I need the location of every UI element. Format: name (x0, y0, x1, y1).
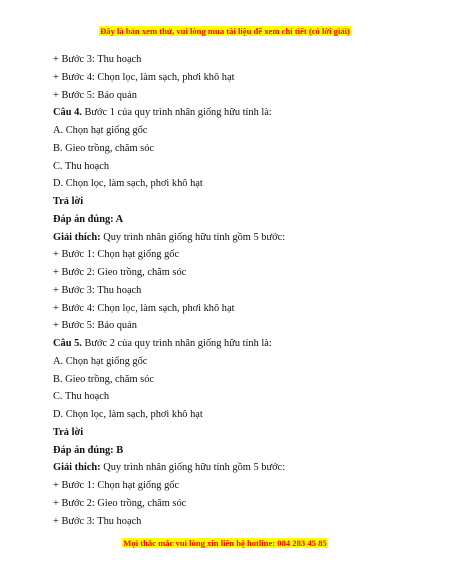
document-line (53, 229, 423, 247)
bold-label: Câu 4. (53, 107, 82, 119)
document-line (53, 193, 423, 211)
line-text: D. Chọn lọc, làm sạch, phơi khô hạt (53, 409, 203, 420)
line-text: Bước 1 của quy trình nhân giống hữu tính là: (81, 107, 272, 119)
line-text: C. Thu hoạch (53, 160, 110, 172)
line-text: + Bước 4: Chọn lọc, làm sạch, phơi khô hạt (53, 71, 235, 83)
document-line (53, 104, 423, 122)
bold-label: Trả lời (53, 196, 84, 207)
line-text: + Bước 3: Thu hoạch (53, 515, 142, 527)
hotline-notice-text: Mọi thắc mắc vui lòng xin liên hệ hotline: 084 283 45 85 (123, 538, 327, 548)
line-text: + Bước 2: Gieo trồng, chăm sóc (53, 267, 187, 278)
document-line (53, 69, 423, 87)
document-line (53, 51, 423, 69)
document-line (53, 388, 423, 406)
bold-label: Trả lời (53, 426, 84, 438)
document-line (53, 406, 423, 424)
preview-notice-banner (0, 26, 450, 37)
line-text: A. Chọn hạt giống gốc (53, 125, 148, 136)
document-line (53, 122, 423, 140)
line-text: Quy trình nhân giống hữu tính gồm 5 bước: (100, 231, 286, 243)
document-line (53, 246, 423, 264)
line-text: B. Gieo trồng, chăm sóc (53, 373, 154, 385)
document-line (53, 264, 423, 282)
document-line (53, 87, 423, 105)
document-line (53, 513, 423, 531)
line-text: + Bước 5: Bảo quản (53, 320, 137, 332)
document-line (53, 335, 423, 353)
line-text: + Bước 4: Chọn lọc, làm sạch, phơi khô hạt (53, 302, 235, 314)
document-line (53, 282, 423, 300)
document-line (53, 495, 423, 513)
document-line (53, 158, 423, 176)
document-body (53, 51, 423, 530)
document-line (53, 211, 423, 229)
line-text: + Bước 2: Gieo trồng, chăm sóc (53, 497, 187, 509)
document-line (53, 140, 423, 158)
document-line (53, 300, 423, 318)
line-text: + Bước 1: Chọn hạt giống gốc (53, 480, 180, 491)
line-text: Bước 2 của quy trình nhân giống hữu tính là: (81, 338, 272, 349)
document-line (53, 459, 423, 477)
document-line (53, 424, 423, 442)
preview-notice-text: Đây là bản xem thử, vui lòng mua tài liệu để xem chi tiết (có lời giải) (100, 26, 350, 36)
bold-label: Câu 5. (53, 338, 82, 349)
document-line (53, 175, 423, 193)
bold-label: Giải thích: (53, 231, 101, 243)
hotline-notice-banner (0, 538, 450, 549)
document-line (53, 442, 423, 460)
line-text: + Bước 3: Thu hoạch (53, 54, 142, 65)
line-text: + Bước 1: Chọn hạt giống gốc (53, 249, 180, 261)
line-text: B. Gieo trồng, chăm sóc (53, 142, 154, 154)
line-text: D. Chọn lọc, làm sạch, phơi khô hạt (53, 178, 203, 190)
bold-label: Đáp án đúng: A (53, 213, 124, 225)
document-line (53, 353, 423, 371)
line-text: Quy trình nhân giống hữu tính gồm 5 bước: (100, 462, 286, 474)
line-text: A. Chọn hạt giống gốc (53, 355, 148, 367)
document-line (53, 477, 423, 495)
bold-label: Giải thích: (53, 462, 101, 474)
line-text: C. Thu hoạch (53, 391, 110, 403)
document-line (53, 317, 423, 335)
bold-label: Đáp án đúng: B (53, 444, 124, 456)
line-text: + Bước 5: Bảo quản (53, 89, 137, 101)
document-line (53, 371, 423, 389)
line-text: + Bước 3: Thu hoạch (53, 284, 142, 296)
